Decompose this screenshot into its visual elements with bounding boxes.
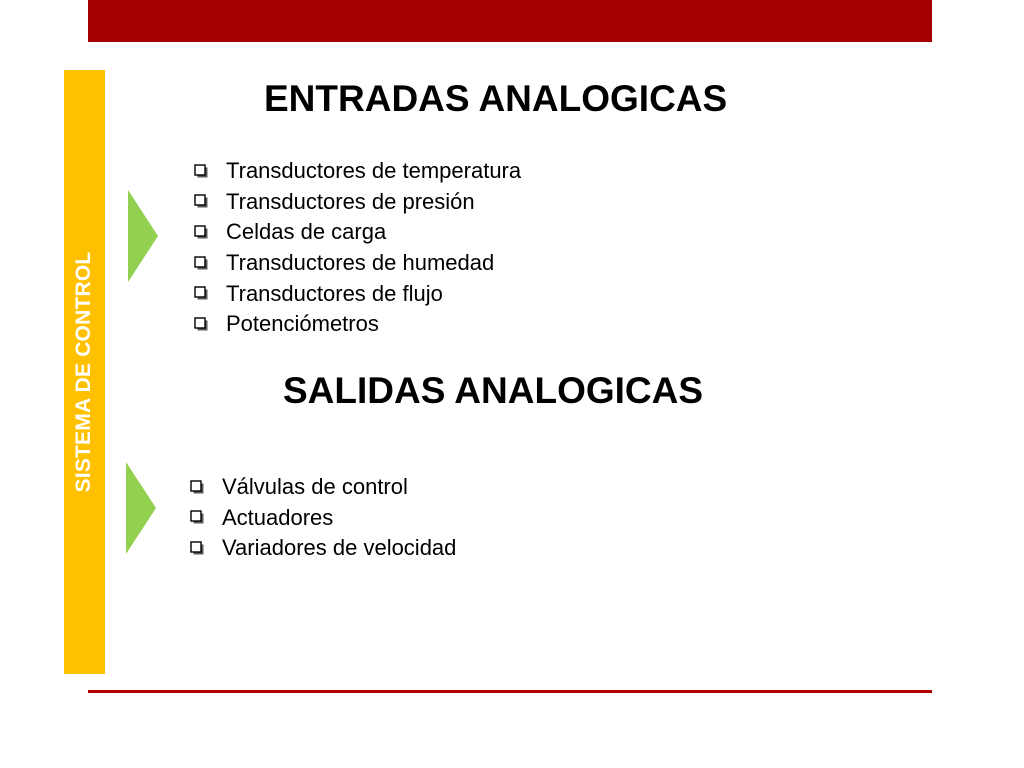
list-item-label: Celdas de carga bbox=[226, 219, 387, 245]
checkbox-bullet-icon bbox=[194, 256, 209, 271]
checkbox-bullet-icon bbox=[194, 194, 209, 209]
list-item bbox=[194, 217, 521, 248]
checkbox-bullet-icon bbox=[194, 225, 209, 240]
top-banner-bar bbox=[88, 0, 932, 42]
list-item-label: Transductores de presión bbox=[226, 188, 475, 214]
list-item bbox=[194, 156, 521, 187]
side-panel-label: SISTEMA DE CONTROL bbox=[72, 251, 95, 493]
outputs-heading: SALIDAS ANALOGICAS bbox=[283, 370, 704, 411]
list-item bbox=[194, 248, 521, 279]
list-item-label: Transductores de flujo bbox=[226, 280, 443, 306]
list-item bbox=[190, 533, 456, 564]
checkbox-bullet-icon bbox=[190, 480, 205, 495]
inputs-list bbox=[194, 156, 521, 340]
list-item-label: Actuadores bbox=[222, 504, 334, 530]
checkbox-bullet-icon bbox=[194, 286, 209, 301]
checkbox-bullet-icon bbox=[190, 541, 205, 556]
list-item-label: Transductores de humedad bbox=[226, 250, 495, 276]
list-item bbox=[194, 187, 521, 218]
bottom-divider-line bbox=[88, 690, 932, 693]
list-item bbox=[194, 278, 521, 309]
list-item bbox=[190, 472, 456, 503]
list-item bbox=[190, 503, 456, 534]
list-item bbox=[194, 309, 521, 340]
checkbox-bullet-icon bbox=[194, 164, 209, 179]
inputs-arrow-icon bbox=[128, 190, 158, 282]
list-item-label: Transductores de temperatura bbox=[226, 158, 522, 184]
list-item-label: Válvulas de control bbox=[222, 474, 408, 500]
checkbox-bullet-icon bbox=[194, 317, 209, 332]
list-item-label: Potenciómetros bbox=[226, 311, 379, 337]
outputs-arrow-icon bbox=[126, 462, 156, 554]
checkbox-bullet-icon bbox=[190, 510, 205, 525]
inputs-heading: ENTRADAS ANALOGICAS bbox=[264, 78, 728, 119]
outputs-list bbox=[190, 472, 456, 564]
list-item-label: Variadores de velocidad bbox=[222, 535, 457, 561]
